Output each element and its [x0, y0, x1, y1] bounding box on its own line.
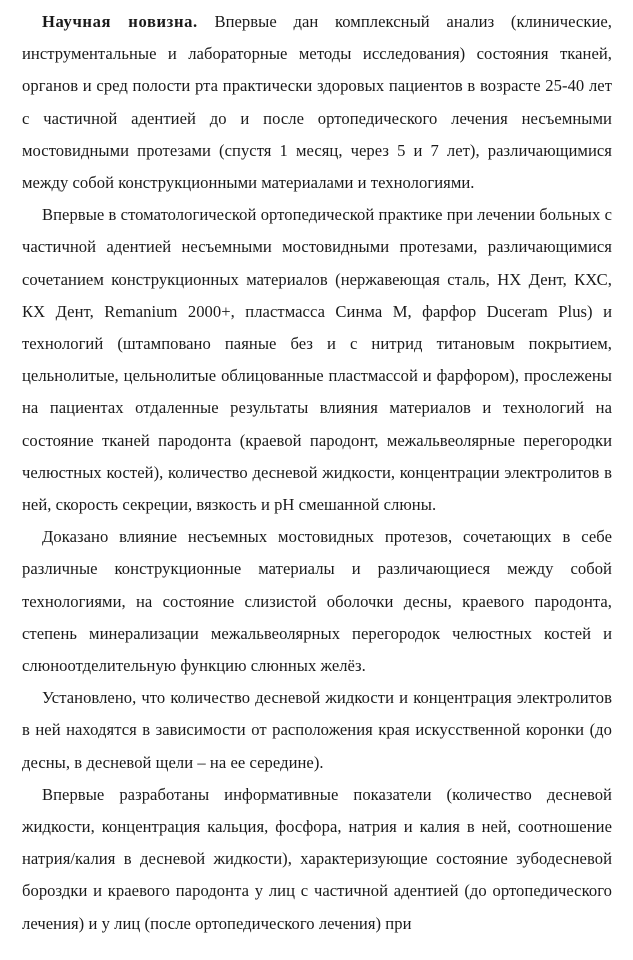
section-heading: Научная новизна. — [42, 12, 198, 31]
paragraph-scientific-novelty — [22, 6, 612, 199]
paragraph-text: Впервые дан комплексный анализ (клинические, инструментальные и лабораторные методы исследования) состояния тканей, органов и сред полости рта практически здоровых пациентов в возрасте 25-40 лет с частичной адентией до и после ортопедического лечения несъемными мостовидными протезами (спустя 1 месяц, через 5 и 7 лет), различающимися между собой конструкционными материалами и технологиями. — [22, 12, 612, 193]
paragraph-established: Установлено, что количество десневой жидкости и концентрация электролитов в ней находятся в зависимости от расположения края искусственной коронки (до десны, в десневой щели – на ее середине). — [22, 688, 612, 772]
paragraph-prosthetics-practice: Впервые в стоматологической ортопедической практике при лечении больных с частичной адентией несъемными мостовидными протезами, различающимися сочетанием конструкционных материалов (нержавеющая сталь, НХ Дент, КХС, КХ Дент, Remanium 2000+, пластмасса Синма М, фарфор Duceram Plus) и технологий (штамповано паяные без и с нитрид титановым покрытием, цельнолитые, цельнолитые облицованные пластмассой и фарфором), прослежены на пациентах отдаленные результаты влияния материалов и технологий на состояние тканей пародонта (краевой пародонт, межальвеолярные перегородки челюстных костей), количество десневой жидкости, концентрации электролитов в ней, скорость секреции, вязкость и pH смешанной слюны. — [22, 205, 612, 515]
paragraph-indicators: Впервые разработаны информативные показатели (количество десневой жидкости, концентрация кальция, фосфора, натрия и калия в ней, соотношение натрия/калия в десневой жидкости), характеризующие состояние зубодесневой бороздки и краевого пародонта у лиц с частичной адентией (до ортопедического лечения) и у лиц (после ортопедического лечения) при — [22, 784, 612, 933]
document-page — [22, 6, 612, 940]
paragraph-proven-influence: Доказано влияние несъемных мостовидных протезов, сочетающих в себе различные конструкционные материалы и различающиеся между собой технологиями, на состояние слизистой оболочки десны, краевого пародонта, степень минерализации межальвеолярных перегородок челюстных костей и слюноотделительную функцию слюнных желёз. — [22, 527, 612, 676]
